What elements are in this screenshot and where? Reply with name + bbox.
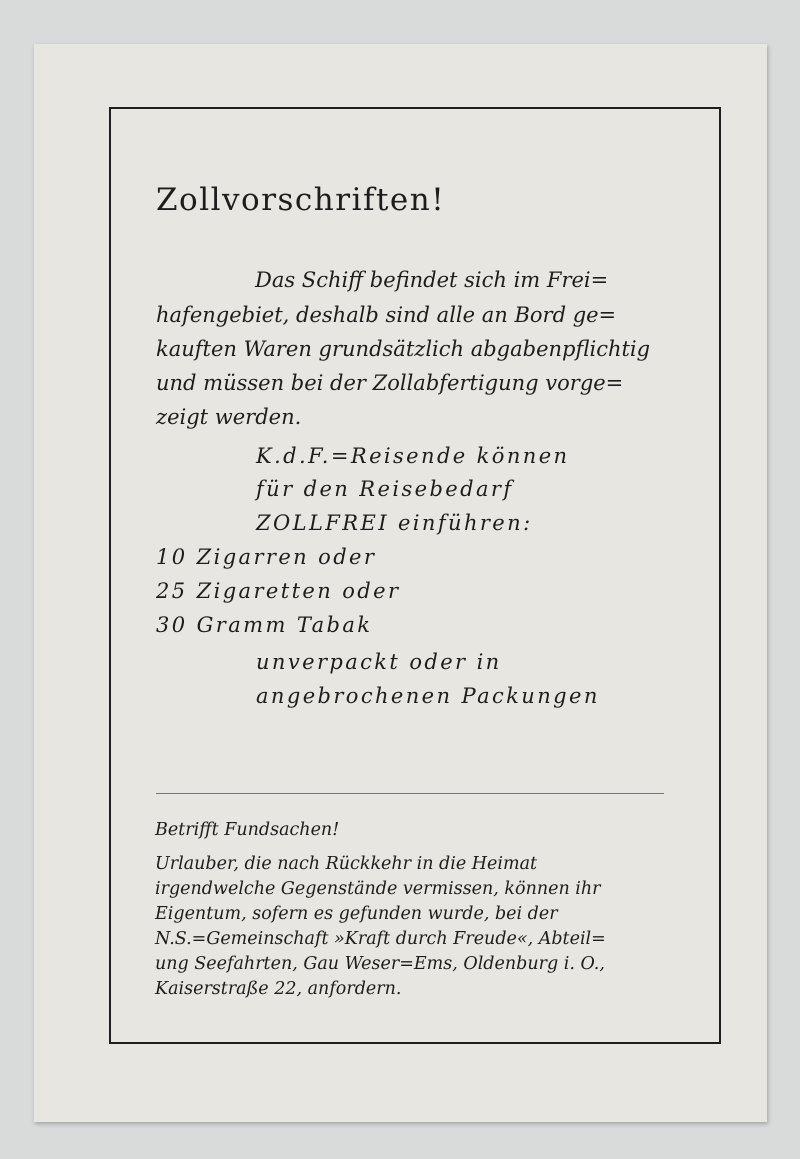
packaging-line: angebrochenen Packungen <box>256 684 600 708</box>
allowance-line: 25 Zigaretten oder <box>156 579 401 603</box>
lost-line: ung Seefahrten, Gau Weser=Ems, Oldenburg i. O., <box>155 954 605 974</box>
packaging-line: unverpackt oder in <box>256 650 502 674</box>
allowance-line: 10 Zigarren oder <box>156 545 377 569</box>
lost-heading: Betrifft Fundsachen! <box>155 820 340 840</box>
intro-line: hafengebiet, deshalb sind alle an Bord ge= <box>156 303 617 327</box>
kdf-line: ZOLLFREI einführen: <box>256 511 533 535</box>
page-title: Zollvorschriften! <box>156 182 446 218</box>
intro-line: Das Schiff befindet sich im Frei= <box>255 268 609 292</box>
divider <box>156 793 664 794</box>
lost-line: Urlauber, die nach Rückkehr in die Heimat <box>155 854 538 874</box>
card <box>34 44 767 1122</box>
intro-line: kauften Waren grundsätzlich abgabenpflichtig <box>156 337 651 361</box>
lost-line: N.S.=Gemeinschaft »Kraft durch Freude«, Abteil= <box>155 929 606 949</box>
intro-line: zeigt werden. <box>156 405 302 429</box>
kdf-line: für den Reisebedarf <box>256 477 514 501</box>
lost-line: irgendwelche Gegenstände vermissen, können ihr <box>155 879 601 899</box>
lost-line: Eigentum, sofern es gefunden wurde, bei der <box>155 904 558 924</box>
allowance-line: 30 Gramm Tabak <box>156 613 373 637</box>
kdf-line: K.d.F.=Reisende können <box>256 444 570 468</box>
lost-line: Kaiserstraße 22, anfordern. <box>155 979 402 999</box>
intro-line: und müssen bei der Zollabfertigung vorge= <box>156 371 624 395</box>
